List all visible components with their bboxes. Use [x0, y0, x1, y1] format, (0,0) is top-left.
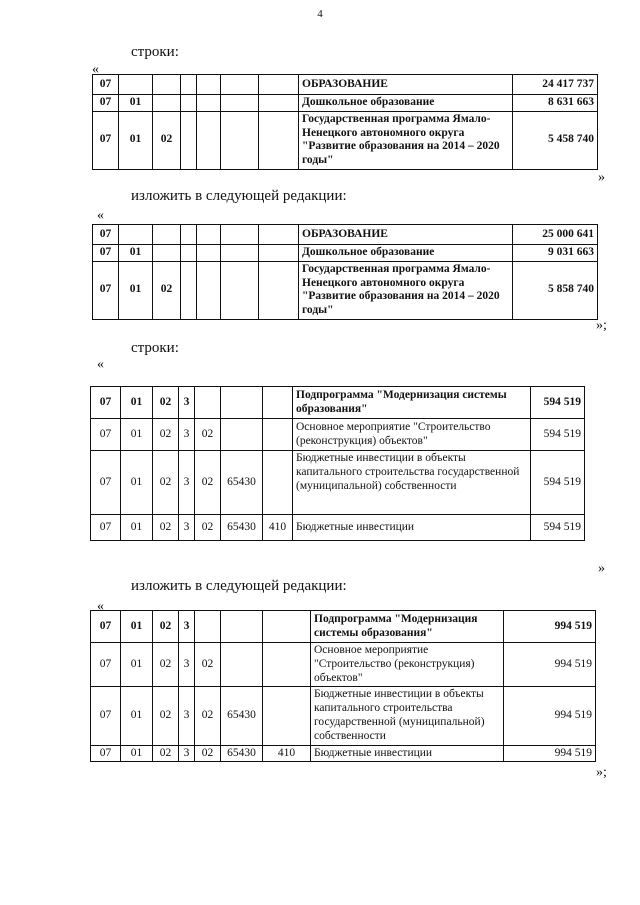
amount-cell: 5 858 740 — [513, 261, 598, 319]
page-number: 4 — [317, 8, 323, 20]
code-cell: 02 — [195, 745, 221, 762]
code-cell: 01 — [121, 611, 153, 643]
code-cell: 07 — [93, 95, 119, 112]
code-cell: 01 — [119, 261, 153, 319]
code-cell — [221, 261, 259, 319]
label-replace-1: изложить в следующей редакции: — [131, 188, 347, 204]
code-cell — [263, 387, 293, 419]
name-cell: Бюджетные инвестиции — [293, 515, 531, 541]
code-cell: 02 — [195, 451, 221, 515]
code-cell: 07 — [91, 451, 121, 515]
code-cell — [263, 687, 311, 745]
code-cell — [197, 245, 221, 262]
code-cell: 01 — [121, 745, 153, 762]
code-cell — [197, 261, 221, 319]
code-cell: 01 — [121, 515, 153, 541]
code-cell — [195, 387, 221, 419]
code-cell — [221, 111, 259, 169]
table-row — [93, 245, 598, 262]
code-cell — [153, 95, 181, 112]
table-row — [91, 419, 585, 451]
amount-cell: 594 519 — [531, 419, 585, 451]
code-cell — [181, 95, 197, 112]
code-cell: 02 — [153, 419, 179, 451]
code-cell — [181, 225, 197, 245]
code-cell: 02 — [153, 387, 179, 419]
close-quote-3: » — [598, 561, 605, 576]
code-cell — [221, 75, 259, 95]
code-cell: 07 — [91, 687, 121, 745]
amount-cell: 594 519 — [531, 515, 585, 541]
code-cell: 07 — [91, 745, 121, 762]
code-cell — [181, 111, 197, 169]
code-cell — [197, 95, 221, 112]
code-cell — [197, 111, 221, 169]
code-cell: 02 — [195, 643, 221, 687]
code-cell: 07 — [91, 611, 121, 643]
amount-cell: 994 519 — [504, 745, 596, 762]
code-cell — [263, 451, 293, 515]
code-cell — [119, 225, 153, 245]
amount-cell: 8 631 663 — [513, 95, 598, 112]
code-cell: 3 — [179, 611, 195, 643]
code-cell: 07 — [91, 515, 121, 541]
open-quote-1: « — [92, 62, 99, 77]
table-4 — [90, 610, 596, 762]
code-cell — [259, 111, 299, 169]
code-cell: 07 — [91, 643, 121, 687]
code-cell — [259, 261, 299, 319]
amount-cell: 994 519 — [504, 611, 596, 643]
code-cell — [119, 75, 153, 95]
code-cell: 01 — [121, 419, 153, 451]
open-quote-3: « — [97, 357, 104, 372]
table-row — [91, 687, 596, 745]
code-cell: 3 — [179, 687, 195, 745]
name-cell: Дошкольное образование — [299, 245, 513, 262]
code-cell: 02 — [153, 451, 179, 515]
code-cell: 65430 — [221, 515, 263, 541]
code-cell — [195, 611, 221, 643]
amount-cell: 594 519 — [531, 451, 585, 515]
code-cell — [153, 75, 181, 95]
name-cell: Бюджетные инвестиции в объекты капитального строительства государственной (муниципальной) собственности — [311, 687, 504, 745]
code-cell: 07 — [93, 261, 119, 319]
code-cell — [221, 611, 263, 643]
amount-cell: 5 458 740 — [513, 111, 598, 169]
code-cell — [221, 419, 263, 451]
code-cell: 02 — [195, 687, 221, 745]
code-cell — [263, 611, 311, 643]
code-cell: 3 — [179, 745, 195, 762]
table-3 — [90, 386, 585, 541]
name-cell: ОБРАЗОВАНИЕ — [299, 75, 513, 95]
code-cell: 01 — [121, 451, 153, 515]
table-row — [93, 225, 598, 245]
code-cell — [197, 75, 221, 95]
code-cell: 01 — [119, 111, 153, 169]
code-cell — [221, 225, 259, 245]
amount-cell: 994 519 — [504, 643, 596, 687]
code-cell — [181, 261, 197, 319]
table-row — [91, 745, 596, 762]
code-cell — [259, 95, 299, 112]
name-cell: ОБРАЗОВАНИЕ — [299, 225, 513, 245]
code-cell — [221, 643, 263, 687]
code-cell — [263, 419, 293, 451]
code-cell — [181, 245, 197, 262]
code-cell: 3 — [179, 451, 195, 515]
amount-cell: 24 417 737 — [513, 75, 598, 95]
code-cell — [197, 225, 221, 245]
code-cell: 02 — [153, 111, 181, 169]
table-row — [91, 387, 585, 419]
code-cell: 02 — [153, 687, 179, 745]
amount-cell: 594 519 — [531, 387, 585, 419]
code-cell: 01 — [121, 687, 153, 745]
code-cell — [153, 225, 181, 245]
table-row — [93, 95, 598, 112]
label-rows-1: строки: — [131, 44, 179, 60]
code-cell: 3 — [179, 515, 195, 541]
code-cell: 3 — [179, 387, 195, 419]
code-cell: 07 — [93, 245, 119, 262]
code-cell: 01 — [121, 643, 153, 687]
code-cell: 410 — [263, 515, 293, 541]
close-quote-4: »; — [596, 765, 607, 780]
code-cell — [259, 75, 299, 95]
table-row — [93, 75, 598, 95]
code-cell: 01 — [121, 387, 153, 419]
table-1 — [92, 74, 598, 170]
open-quote-2: « — [97, 208, 104, 223]
name-cell: Подпрограмма "Модернизация системы образования" — [293, 387, 531, 419]
code-cell: 02 — [195, 515, 221, 541]
code-cell: 65430 — [221, 745, 263, 762]
code-cell: 65430 — [221, 451, 263, 515]
amount-cell: 9 031 663 — [513, 245, 598, 262]
code-cell — [221, 245, 259, 262]
table-row — [93, 261, 598, 319]
table-2 — [92, 224, 598, 320]
code-cell — [259, 245, 299, 262]
code-cell: 02 — [153, 261, 181, 319]
name-cell: Государственная программа Ямало-Ненецкого автономного округа "Развитие образования на 2014 – 2020 годы" — [299, 111, 513, 169]
amount-cell: 25 000 641 — [513, 225, 598, 245]
code-cell: 02 — [195, 419, 221, 451]
code-cell: 410 — [263, 745, 311, 762]
code-cell — [259, 225, 299, 245]
code-cell: 07 — [93, 111, 119, 169]
code-cell: 02 — [153, 515, 179, 541]
amount-cell: 994 519 — [504, 687, 596, 745]
name-cell: Основное мероприятие "Строительство (реконструкция) объектов" — [293, 419, 531, 451]
code-cell — [221, 95, 259, 112]
table-row — [91, 643, 596, 687]
code-cell — [153, 245, 181, 262]
table-row — [91, 515, 585, 541]
code-cell: 3 — [179, 419, 195, 451]
name-cell: Дошкольное образование — [299, 95, 513, 112]
code-cell — [263, 643, 311, 687]
name-cell: Основное мероприятие "Строительство (реконструкция) объектов" — [311, 643, 504, 687]
name-cell: Бюджетные инвестиции в объекты капитального строительства государственной (муниципальной) собственности — [293, 451, 531, 515]
close-quote-2: »; — [596, 318, 607, 333]
code-cell: 02 — [153, 745, 179, 762]
code-cell: 01 — [119, 95, 153, 112]
label-replace-2: изложить в следующей редакции: — [131, 578, 347, 594]
code-cell: 07 — [93, 225, 119, 245]
name-cell: Бюджетные инвестиции — [311, 745, 504, 762]
code-cell: 01 — [119, 245, 153, 262]
code-cell — [221, 387, 263, 419]
close-quote-1: » — [598, 170, 605, 185]
name-cell: Подпрограмма "Модернизация системы образования" — [311, 611, 504, 643]
code-cell — [181, 75, 197, 95]
code-cell: 07 — [91, 387, 121, 419]
name-cell: Государственная программа Ямало-Ненецкого автономного округа "Развитие образования на 2014 – 2020 годы" — [299, 261, 513, 319]
table-row — [93, 111, 598, 169]
code-cell: 65430 — [221, 687, 263, 745]
code-cell: 02 — [153, 643, 179, 687]
code-cell: 07 — [93, 75, 119, 95]
code-cell: 3 — [179, 643, 195, 687]
table-row — [91, 451, 585, 515]
code-cell: 07 — [91, 419, 121, 451]
label-rows-2: строки: — [131, 340, 179, 356]
open-quote-4: « — [97, 599, 104, 614]
table-row — [91, 611, 596, 643]
code-cell: 02 — [153, 611, 179, 643]
